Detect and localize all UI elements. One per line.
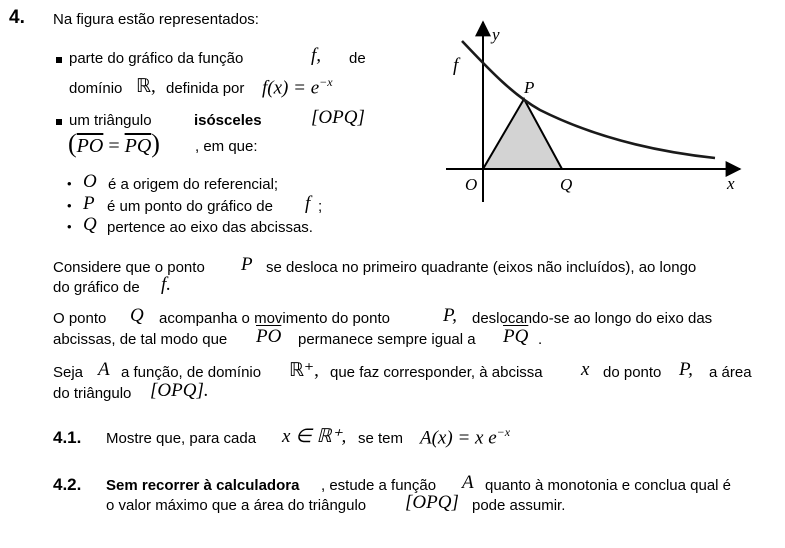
label-x: x <box>727 174 735 193</box>
q41-b: se tem <box>358 430 404 447</box>
q41-cond: x ∈ ℝ⁺, <box>282 426 347 447</box>
q41-formula-exp: −x <box>496 425 511 439</box>
q42-c: o valor máximo que a área do triângulo <box>106 497 367 514</box>
equals-sign: = <box>108 135 120 157</box>
para2-po: $\overline{PO}$ <box>256 326 282 347</box>
q41-a: Mostre que, para cada <box>106 430 257 447</box>
label-P: P <box>524 78 535 97</box>
sub-Q-text: pertence ao eixo das abcissas. <box>107 219 313 236</box>
bullet1-f: f, <box>311 45 322 66</box>
para2-a: O ponto <box>53 310 107 327</box>
para1-P: P <box>241 254 253 275</box>
bullet2-text1: um triângulo <box>69 112 152 129</box>
sub-O: O <box>83 171 97 192</box>
exponential-figure <box>440 18 750 203</box>
sub-P: P <box>83 193 95 214</box>
para3-opq: [OPQ]. <box>150 380 209 401</box>
q41-formula <box>420 425 510 449</box>
para3-b: a função, de domínio <box>121 364 262 381</box>
bullet2-eq: $(\overline{PO} = \overline{PQ})$ <box>68 129 160 158</box>
bullet1-text1: parte do gráfico da função <box>69 50 244 67</box>
bullet1-definida: definida por <box>166 80 245 97</box>
para3-a: Seja <box>53 364 84 381</box>
formula-lhs: f(x) = e <box>262 77 320 99</box>
para2-d: abcissas, de tal modo que <box>53 331 228 348</box>
bullet2-em-que: , em que: <box>195 138 258 155</box>
para3-c: que faz corresponder, à abcissa <box>330 364 543 381</box>
bullet-marker <box>56 57 62 63</box>
q42-a: , estude a função <box>321 477 437 494</box>
bullet1-formula <box>262 75 333 99</box>
formula-exp: −x <box>319 75 333 89</box>
para3-d: do ponto <box>603 364 662 381</box>
q41-number: 4.1. <box>53 428 82 447</box>
para2-P: P, <box>443 305 457 326</box>
question-intro: Na figura estão representados: <box>53 11 259 28</box>
para1-f: f. <box>161 274 172 295</box>
para2-Q: Q <box>130 305 144 326</box>
bullet2-isosceles: isósceles <box>194 112 262 129</box>
label-y: y <box>492 25 500 44</box>
label-f: f <box>453 55 459 76</box>
q42-opq: [OPQ] <box>405 492 459 513</box>
q42-number: 4.2. <box>53 475 82 494</box>
q42-d: pode assumir. <box>472 497 566 514</box>
para3-Rp: ℝ⁺, <box>289 360 319 381</box>
sub-P-f: f <box>305 193 311 214</box>
para2-c: deslocando-se ao longo do eixo das <box>472 310 713 327</box>
q42-A: A <box>462 472 474 493</box>
para2-pq: $\overline{PQ}$ <box>503 326 529 347</box>
para1-a: Considere que o ponto <box>53 259 205 276</box>
bullet1-dominio: domínio <box>69 80 123 97</box>
triangle-opq <box>483 99 562 169</box>
label-O: O <box>465 175 478 194</box>
sub-Q: Q <box>83 214 97 235</box>
para2-end: . <box>538 331 543 348</box>
para3-f: do triângulo <box>53 385 132 402</box>
question-number: 4. <box>9 7 25 28</box>
para3-x: x <box>581 359 590 380</box>
bullet-marker <box>56 119 62 125</box>
sub-P-end: ; <box>318 198 323 215</box>
para1-c: do gráfico de <box>53 279 140 296</box>
q41-formula-lhs: A(x) = x e <box>420 427 497 449</box>
sub-O-text: é a origem do referencial; <box>108 176 279 193</box>
para2-b: acompanha o movimento do ponto <box>159 310 390 327</box>
label-Q: Q <box>560 175 573 194</box>
segment-pq: $\overline{PQ}$ <box>124 135 152 157</box>
para3-e: a área <box>709 364 752 381</box>
para3-A: A <box>98 359 110 380</box>
para3-P: P, <box>679 359 693 380</box>
bullet2-opq: [OPQ] <box>311 107 365 128</box>
bullet1-R: ℝ, <box>136 76 156 97</box>
q42-bold: Sem recorrer à calculadora <box>106 477 300 494</box>
segment-po: $\overline{PO}$ <box>76 135 104 157</box>
para1-b: se desloca no primeiro quadrante (eixos não incluídos), ao longo <box>266 259 697 276</box>
sub-P-text: é um ponto do gráfico de <box>107 198 273 215</box>
q42-b: quanto à monotonia e conclua qual é <box>485 477 732 494</box>
bullet1-de: de <box>349 50 366 67</box>
para2-e: permanece sempre igual a <box>298 331 476 348</box>
